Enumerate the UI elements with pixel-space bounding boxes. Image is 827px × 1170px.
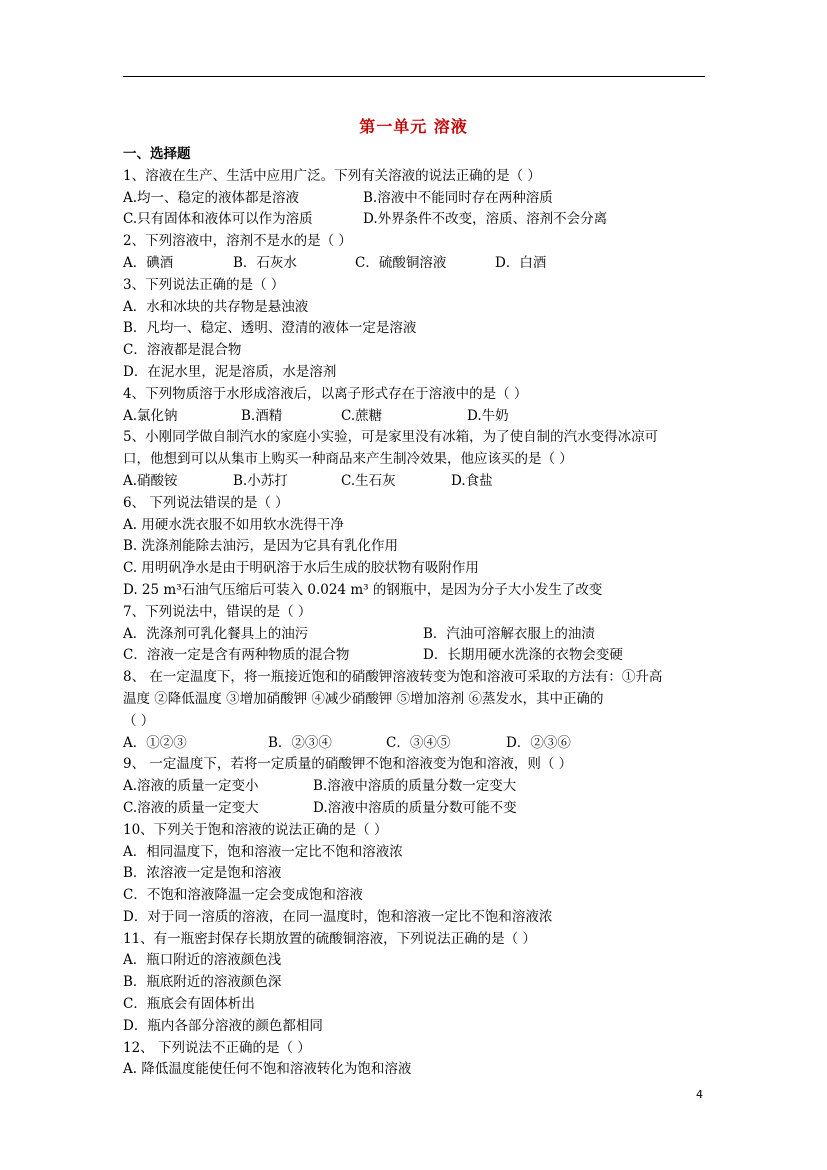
text-line: B. 洗涤剂能除去油污，是因为它具有乳化作用 (123, 538, 399, 555)
text-line: C．不饱和溶液降温一定会变成饱和溶液 (123, 887, 363, 904)
page-title: 第一单元 溶液 (359, 117, 468, 136)
answer-option: B．石灰水 (233, 254, 297, 271)
text-line: A．相同温度下，饱和溶液一定比不饱和溶液浓 (123, 843, 403, 860)
text-line: D．瓶内各部分溶液的颜色都相同 (123, 1017, 323, 1034)
answer-option: D．长期用硬水洗涤的衣物会变硬 (423, 647, 623, 664)
answer-option: A.硝酸铵 (123, 472, 178, 489)
text-line: C．瓶底会有固体析出 (123, 996, 255, 1013)
text-line: C. 用明矾净水是由于明矾溶于水后生成的胶状物有吸附作用 (123, 560, 479, 577)
text-line: B．凡均一、稳定、透明、澄清的液体一定是溶液 (123, 320, 417, 337)
answer-option: B.小苏打 (233, 472, 288, 489)
options-line (123, 209, 713, 231)
answer-option: D．白酒 (495, 254, 547, 271)
options-line (123, 798, 713, 820)
answer-option: A.溶液的质量一定变小 (123, 778, 259, 795)
options-line (123, 733, 713, 755)
text-line: A．瓶口附近的溶液颜色浅 (123, 952, 282, 969)
options-line (123, 188, 713, 210)
options-line (123, 624, 713, 646)
options-line (123, 471, 713, 493)
answer-option: C.溶液的质量一定变大 (123, 799, 259, 816)
answer-option: C．溶液一定是含有两种物质的混合物 (123, 647, 350, 664)
answer-option: D．②③⑥ (506, 734, 571, 751)
answer-option: D.牛奶 (467, 407, 509, 424)
options-line (123, 776, 713, 798)
answer-option: A．①②③ (123, 734, 187, 751)
options-line (123, 645, 713, 667)
text-line: 6、 下列说法错误的是（ ） (123, 494, 289, 511)
page-number: 4 (696, 1088, 703, 1101)
answer-option: C．硫酸铜溶液 (355, 254, 447, 271)
answer-option: B.溶液中溶质的质量分数一定变大 (313, 778, 517, 795)
answer-option: C.蔗糖 (341, 407, 383, 424)
answer-option: A．洗涤剂可乳化餐具上的油污 (123, 625, 309, 642)
text-line: 温度 ②降低温度 ③增加硝酸钾 ④减少硝酸钾 ⑤增加溶剂 ⑥蒸发水，其中正确的 (123, 690, 604, 707)
answer-option: C．③④⑤ (386, 734, 451, 751)
answer-option: B.酒精 (241, 407, 283, 424)
question-list (123, 144, 713, 1081)
text-line: A. 降低温度能使任何不饱和溶液转化为饱和溶液 (123, 1061, 412, 1078)
text-line: 2、下列溶液中，溶剂不是水的是（ ） (123, 233, 352, 250)
text-line: 9、 一定温度下，若将一定质量的硝酸钾不饱和溶液变为饱和溶液，则（ ） (123, 756, 573, 773)
text-line: D. 25 m³石油气压缩后可装入 0.024 m³ 的钢瓶中，是因为分子大小发生了改变 (123, 581, 603, 598)
text-line: 1、溶液在生产、生活中应用广泛。下列有关溶液的说法正确的是（ ） (123, 167, 541, 184)
text-line: 10、下列关于饱和溶液的说法正确的是（ ） (123, 821, 388, 838)
text-line: 11、有一瓶密封保存长期放置的硫酸铜溶液，下列说法正确的是（ ） (123, 930, 536, 947)
options-line (123, 406, 713, 428)
text-line: C．溶液都是混合物 (123, 342, 242, 359)
answer-option: A．碘酒 (123, 254, 174, 271)
text-line: 8、 在一定温度下，将一瓶接近饱和的硝酸钾溶液转变为饱和溶液可采取的方法有：①升高 (123, 669, 663, 686)
text-line: D．对于同一溶质的溶液，在同一温度时，饱和溶液一定比不饱和溶液浓 (123, 908, 553, 925)
text-line: B．瓶底附近的溶液颜色深 (123, 974, 282, 991)
answer-option: B.溶液中不能同时存在两种溶质 (363, 189, 553, 206)
text-line: 口，他想到可以从集市上购买一种商品来产生制冷效果，他应该买的是（ ） (123, 451, 573, 468)
text-line: 7、下列说法中，错误的是（ ） (123, 603, 312, 620)
answer-option: A.氯化钠 (123, 407, 178, 424)
answer-option: C.生石灰 (341, 472, 396, 489)
answer-option: B．汽油可溶解衣服上的油渍 (423, 625, 595, 642)
text-line: 3、下列说法正确的是（ ） (123, 276, 285, 293)
answer-option: D.外界条件不改变，溶质、溶剂不会分离 (363, 211, 608, 228)
answer-option: D.溶液中溶质的质量分数可能不变 (313, 799, 517, 816)
answer-option: C.只有固体和液体可以作为溶质 (123, 211, 313, 228)
options-line (123, 253, 713, 275)
text-line: D．在泥水里，泥是溶质，水是溶剂 (123, 363, 337, 380)
answer-option: D.食盐 (451, 472, 493, 489)
text-line: （ ） (123, 712, 155, 729)
text-line: 4、下列物质溶于水形成溶液后，以离子形式存在于溶液中的是（ ） (123, 385, 528, 402)
answer-option: B．②③④ (268, 734, 332, 751)
text-line: B．浓溶液一定是饱和溶液 (123, 865, 282, 882)
text-line: A．水和冰块的共存物是悬浊液 (123, 298, 309, 315)
text-line: 5、小刚同学做自制汽水的家庭小实验，可是家里没有冰箱，为了使自制的汽水变得冰凉可 (123, 429, 659, 446)
section-heading: 一、选择题 (123, 146, 191, 162)
answer-option: A.均一、稳定的液体都是溶液 (123, 189, 300, 206)
text-line: A. 用硬水洗衣服不如用软水洗得干净 (123, 516, 344, 533)
text-line: 12、 下列说法不正确的是（ ） (123, 1039, 311, 1056)
header-rule (123, 76, 705, 77)
